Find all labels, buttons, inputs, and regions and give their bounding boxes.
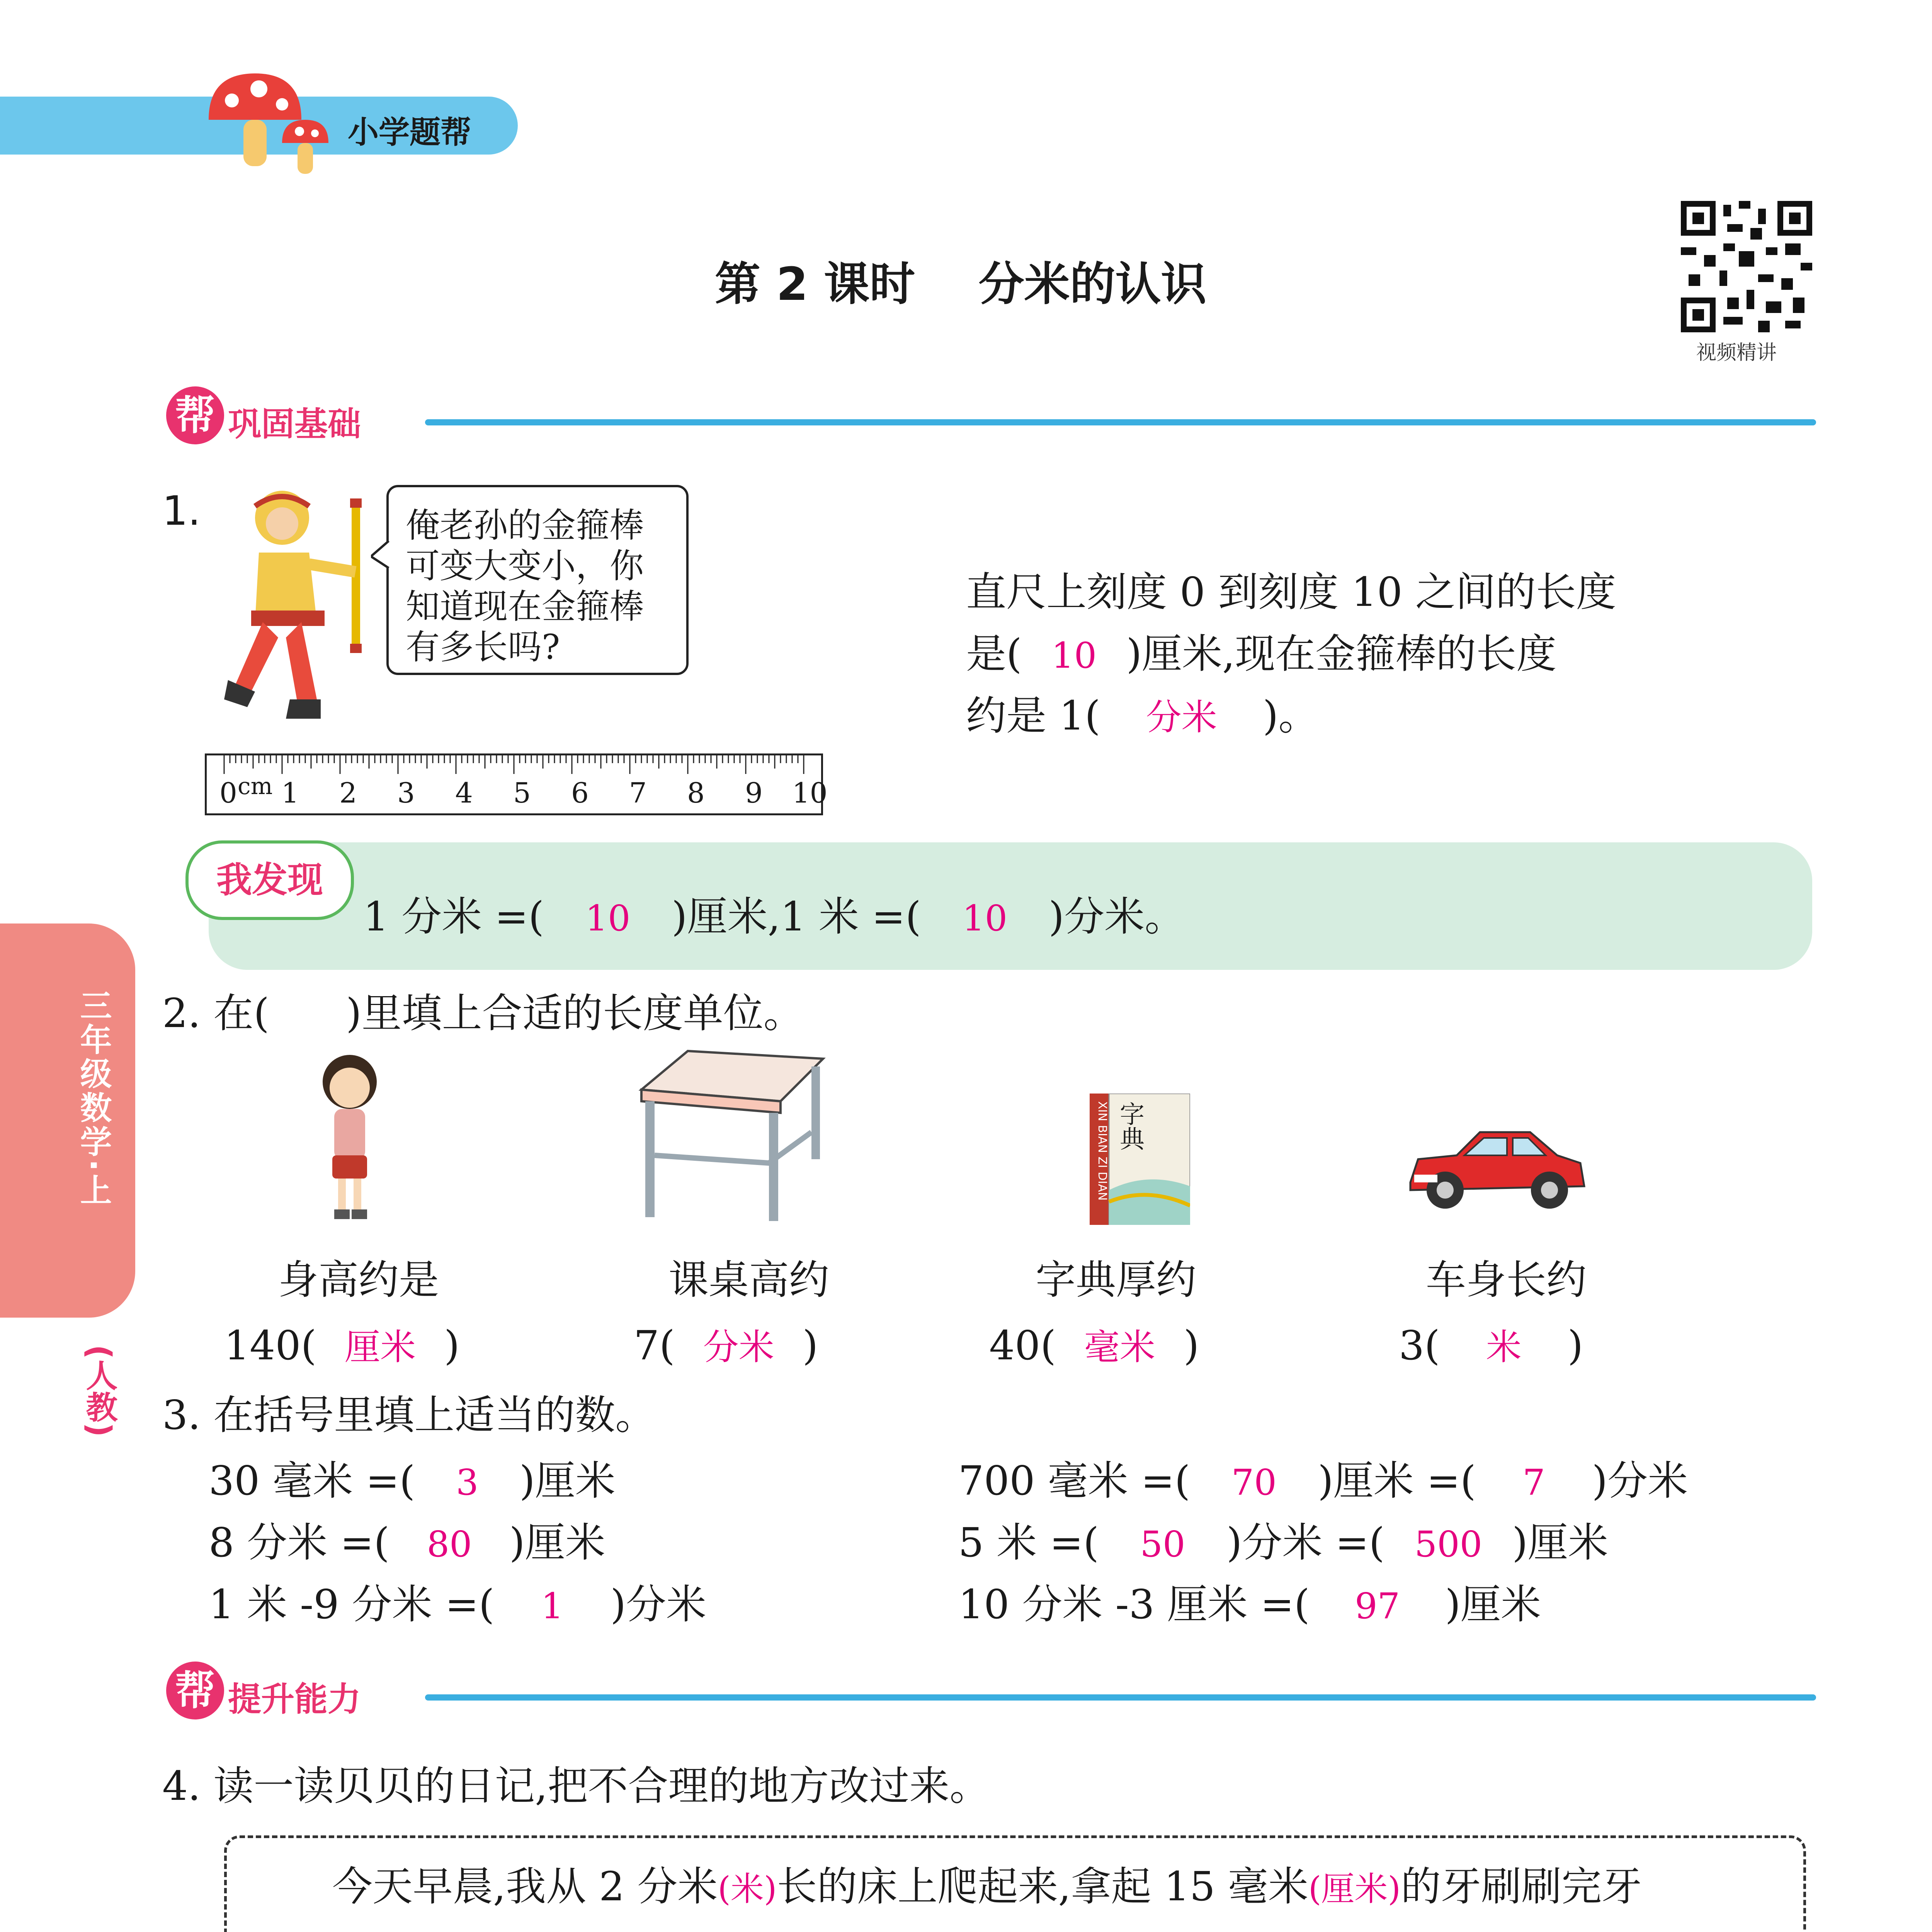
ruler-label: 5 [513, 777, 531, 809]
ruler-label: 6 [571, 777, 589, 809]
answer-blank[interactable]: 分米 [1146, 697, 1217, 738]
side-tab-edition: (人教) [81, 1345, 117, 1437]
ruler-ticks [216, 755, 815, 779]
side-tab-grade: 三年级数学·上 [75, 989, 112, 1208]
q3-left-row: 30 毫米 =( 3 )厘米 [209, 1457, 616, 1504]
section-divider [425, 1694, 1816, 1701]
ruler-label: 3 [397, 777, 415, 809]
q2-item-label: 身高约是 [278, 1256, 439, 1303]
q2-item-label: 课桌高约 [668, 1256, 830, 1303]
bubble-line: 有多长吗? [406, 627, 560, 667]
monkey-king-illustration [201, 483, 379, 746]
desk-illustration [626, 1043, 827, 1225]
brand-name: 小学题帮 [348, 114, 471, 150]
q2-item-label: 字典厚约 [1036, 1256, 1197, 1303]
bubble-line: 俺老孙的金箍棒 [406, 505, 644, 545]
q1-line2: 是( 10 )厘米,现在金箍棒的长度 [966, 630, 1557, 677]
ruler-label: 2 [339, 777, 357, 809]
ruler-label: 8 [687, 777, 705, 809]
ruler-label: 4 [455, 777, 473, 809]
bubble-line: 知道现在金箍棒 [406, 587, 644, 626]
q1-line3: 约是 1( 分米 )。 [966, 692, 1319, 739]
ruler-unit: cm [238, 773, 273, 800]
answer-blank[interactable]: 10 [962, 898, 1008, 939]
qr-caption: 视频精讲 [1696, 341, 1777, 364]
diary-correction: (米) [718, 1870, 777, 1908]
ruler-label: 7 [629, 777, 647, 809]
q2-item-label: 车身长约 [1426, 1256, 1587, 1303]
mushroom-logo-icon [201, 62, 340, 178]
section-title-basic: 巩固基础 [228, 405, 361, 444]
q3-stem: 3. 在括号里填上适当的数。 [162, 1391, 656, 1439]
q4-stem: 4. 读一读贝贝的日记,把不合理的地方改过来。 [162, 1762, 990, 1810]
q3-right-row: 5 米 =( 50 )分米 =( 500 )厘米 [958, 1519, 1608, 1566]
q2-stem: 2. 在( )里填上合适的长度单位。 [162, 990, 804, 1037]
q2-item-answer: 7( 分米 ) [634, 1322, 818, 1369]
section-badge: 帮 [166, 1662, 224, 1719]
q2-item-answer: 3( 米 ) [1399, 1322, 1583, 1369]
q1-number: 1. [162, 487, 201, 534]
section-title-advance: 提升能力 [228, 1680, 361, 1719]
q2-item-answer: 40( 毫米 ) [989, 1322, 1199, 1369]
ruler-label: 0 [219, 777, 237, 809]
dictionary-spine: XIN BIAN ZI DIAN [1095, 1101, 1109, 1201]
ruler-label: 9 [745, 777, 763, 809]
q3-left-row: 8 分米 =( 80 )厘米 [209, 1519, 605, 1566]
girl-illustration [309, 1051, 390, 1225]
bubble-line: 可变大变小，你 [406, 546, 644, 586]
page-title: 第 2 课时 分米的认识 [715, 257, 1207, 311]
qr-code-icon[interactable] [1681, 201, 1812, 332]
q3-left-row: 1 米 -9 分米 =( 1 )分米 [209, 1581, 707, 1628]
speech-bubble-tail [371, 541, 390, 572]
ruler-label: 10 [792, 777, 828, 809]
q2-item-answer: 140( 厘米 ) [224, 1322, 460, 1369]
diary-line: 今天早晨,我从 2 分米(米)长的床上爬起来,拿起 15 毫米(厘米)的牙刷刷完牙 [332, 1863, 1642, 1910]
ruler-label: 1 [281, 777, 299, 809]
answer-blank[interactable]: 10 [585, 898, 631, 939]
dictionary-title: 字典 [1116, 1101, 1144, 1151]
q1-line1: 直尺上刻度 0 到刻度 10 之间的长度 [966, 568, 1616, 616]
answer-blank[interactable]: 10 [1051, 635, 1097, 676]
diary-correction: (厘米) [1308, 1870, 1401, 1908]
section-badge: 帮 [166, 386, 224, 444]
section-divider [425, 419, 1816, 425]
q3-right-row: 10 分米 -3 厘米 =( 97 )厘米 [958, 1581, 1541, 1628]
discover-label: 我发现 [185, 840, 354, 920]
q3-right-row: 700 毫米 =( 70 )厘米 =( 7 )分米 [958, 1457, 1688, 1504]
discover-text: 1 分米 =( 10 )厘米,1 米 =( 10 )分米。 [363, 893, 1185, 940]
car-illustration [1403, 1113, 1588, 1221]
